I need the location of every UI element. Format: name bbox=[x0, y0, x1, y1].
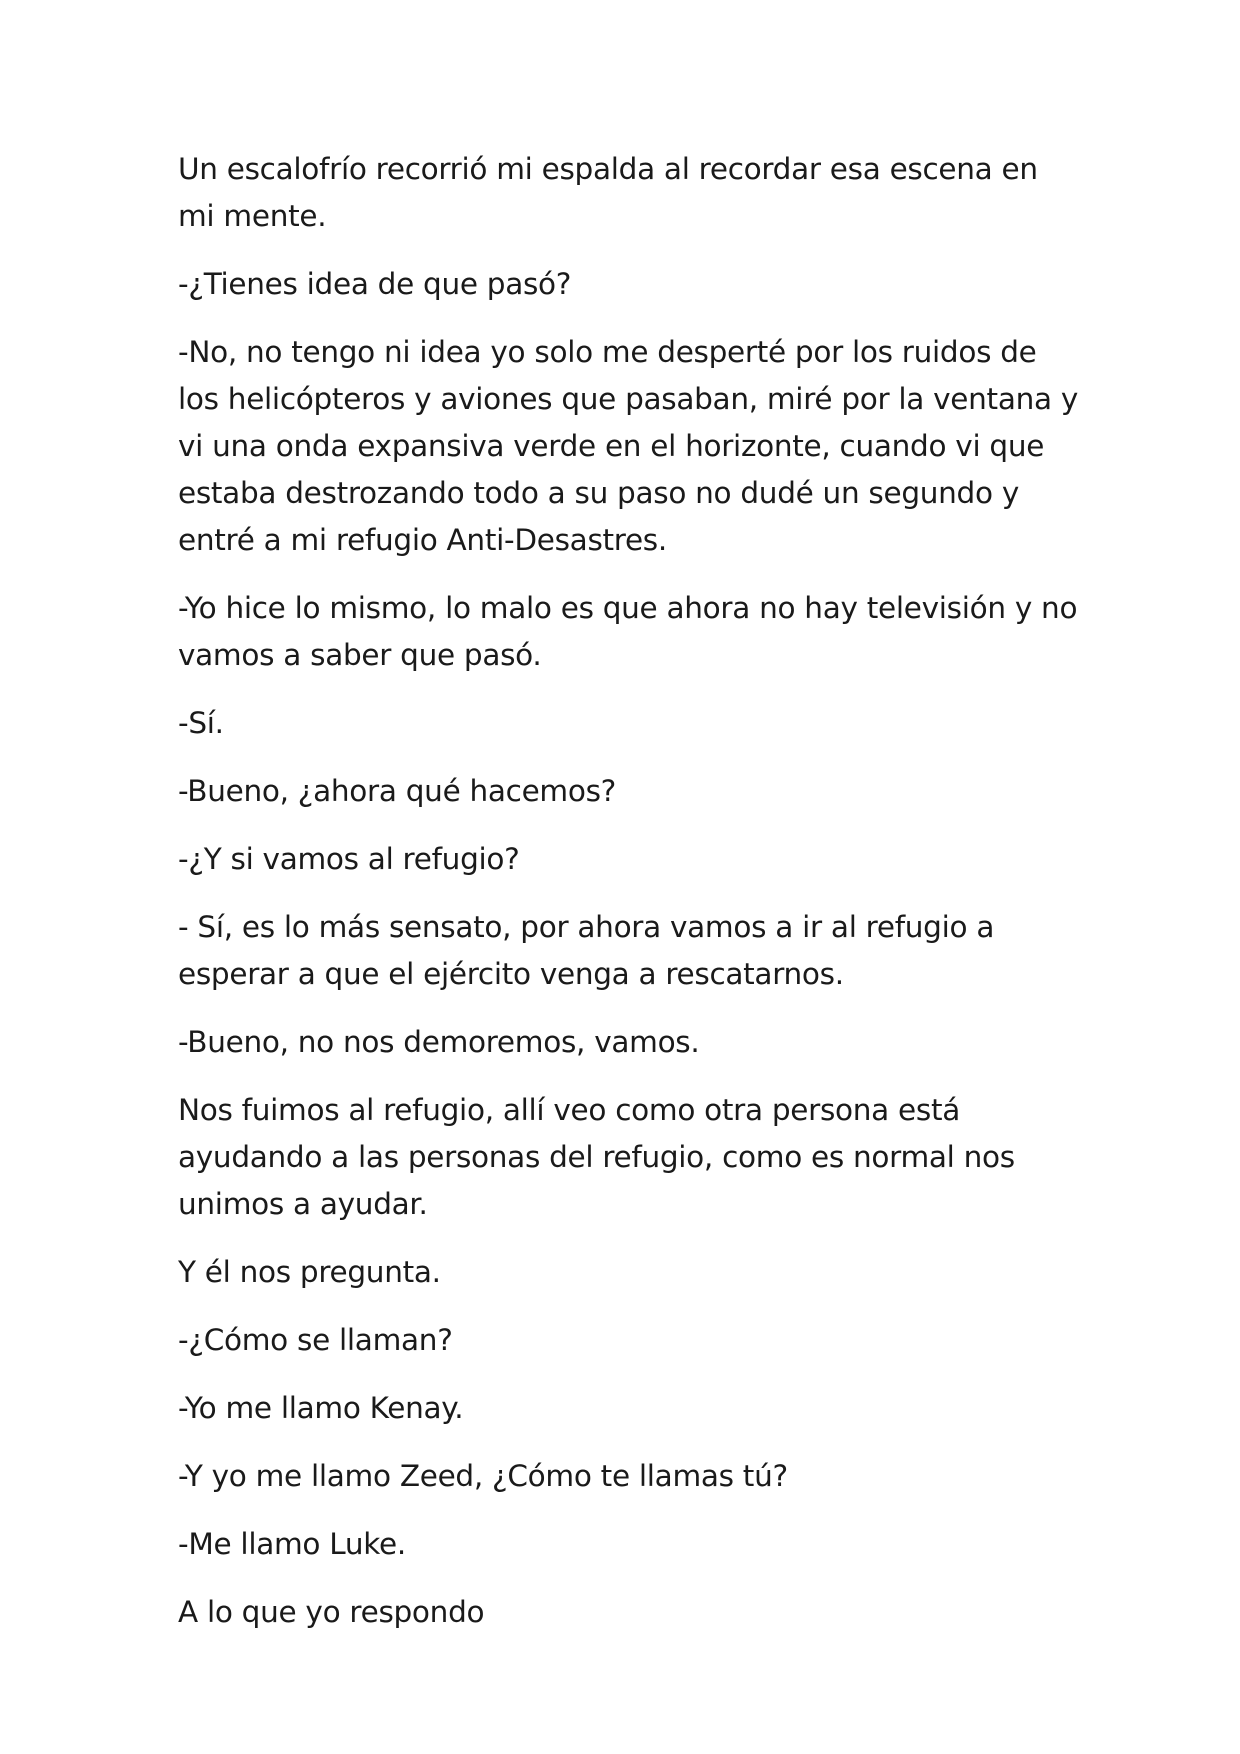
paragraph: -¿Tienes idea de que pasó? bbox=[178, 267, 572, 301]
paragraph: -¿Y si vamos al refugio? bbox=[178, 842, 520, 876]
paragraph: - Sí, es lo más sensato, por ahora vamos a ir al refugio a esperar a que el ejército venga a rescatarnos. bbox=[178, 910, 995, 991]
paragraph: Y él nos pregunta. bbox=[178, 1255, 441, 1289]
paragraph: Un escalofrío recorrió mi espalda al recordar esa escena en mi mente. bbox=[178, 152, 1038, 233]
paragraph: -Sí. bbox=[178, 706, 224, 740]
document-body bbox=[178, 146, 1078, 1657]
paragraph: -Me llamo Luke. bbox=[178, 1527, 406, 1561]
paragraph: -Yo hice lo mismo, lo malo es que ahora no hay televisión y no vamos a saber que pasó. bbox=[178, 591, 1078, 672]
paragraph: A lo que yo respondo bbox=[178, 1595, 485, 1629]
paragraph: -Y yo me llamo Zeed, ¿Cómo te llamas tú? bbox=[178, 1459, 788, 1493]
paragraph: -Bueno, ¿ahora qué hacemos? bbox=[178, 774, 617, 808]
paragraph: -¿Cómo se llaman? bbox=[178, 1323, 453, 1357]
paragraph: Nos fuimos al refugio, allí veo como otra persona está ayudando a las personas del refugio, como es normal nos unimos a ayudar. bbox=[178, 1093, 1015, 1221]
paragraph: -Bueno, no nos demoremos, vamos. bbox=[178, 1025, 700, 1059]
paragraph: -No, no tengo ni idea yo solo me desperté por los ruidos de los helicópteros y aviones que pasaban, miré por la ventana y vi una onda expansiva verde en el horizonte, cuando vi que estaba destrozando todo a su paso no dudé un segundo y entré a mi refugio Anti-Desastres. bbox=[178, 335, 1079, 557]
paragraph: -Yo me llamo Kenay. bbox=[178, 1391, 464, 1425]
